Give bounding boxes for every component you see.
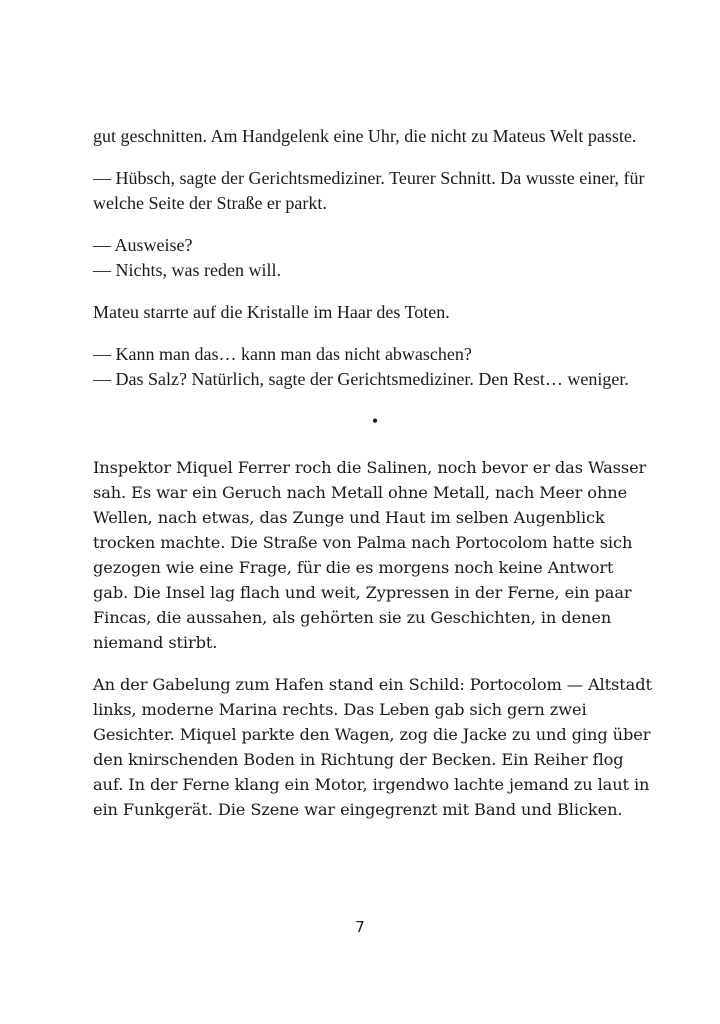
- scene-two: [93, 455, 653, 822]
- dialogue-line: — Das Salz? Natürlich, sagte der Gerichtsmediziner. Den Rest… weniger.: [93, 369, 629, 389]
- paragraph: [93, 300, 653, 325]
- paragraph: Inspektor Miquel Ferrer roch die Salinen, noch bevor er das Wasser sah. Es war ein Geruch nach Metall ohne Metall, nach Meer ohne Wellen, nach etwas, das Zunge und Haut im selben Augenblick trocken machte. Die Straße von Palma nach Portocolom hatte sich gezogen wie eine Frage, für die es morgens noch keine Antwort gab. Die Insel lag flach und weit, Zypressen in der Ferne, ein paar Fincas, die aussahen, als gehörten sie zu Geschichten, in denen niemand stirbt.: [93, 458, 647, 652]
- paragraph: [93, 342, 653, 392]
- page-body: [93, 124, 653, 839]
- paragraph: [93, 166, 653, 216]
- paragraph: [93, 124, 653, 149]
- dialogue-line: — Hübsch, sagte der Gerichtsmediziner. Teurer Schnitt. Da wusste einer, für welche Seite der Straße er parkt.: [93, 168, 645, 213]
- paragraph: An der Gabelung zum Hafen stand ein Schild: Portocolom — Altstadt links, moderne Marina rechts. Das Leben gab sich gern zwei Gesichter. Miquel parkte den Wagen, zog die Jacke zu und ging über den knirschenden Boden in Richtung der Becken. Ein Reiher flog auf. In der Ferne klang ein Motor, irgendwo lachte jemand zu laut in ein Funkgerät. Die Szene war eingegrenzt mit Band und Blicken.: [93, 675, 652, 819]
- dialogue-line: — Ausweise?: [93, 235, 193, 255]
- text-line: gut geschnitten. Am Handgelenk eine Uhr, die nicht zu Mateus Welt passte.: [93, 126, 637, 146]
- text-line: Mateu starrte auf die Kristalle im Haar des Toten.: [93, 302, 450, 322]
- paragraph: [93, 233, 653, 283]
- dialogue-line: — Nichts, was reden will.: [93, 260, 281, 280]
- dialogue-line: — Kann man das… kann man das nicht abwaschen?: [93, 344, 472, 364]
- page-number: 7: [355, 918, 365, 936]
- scene-break-bullet: •: [371, 411, 379, 431]
